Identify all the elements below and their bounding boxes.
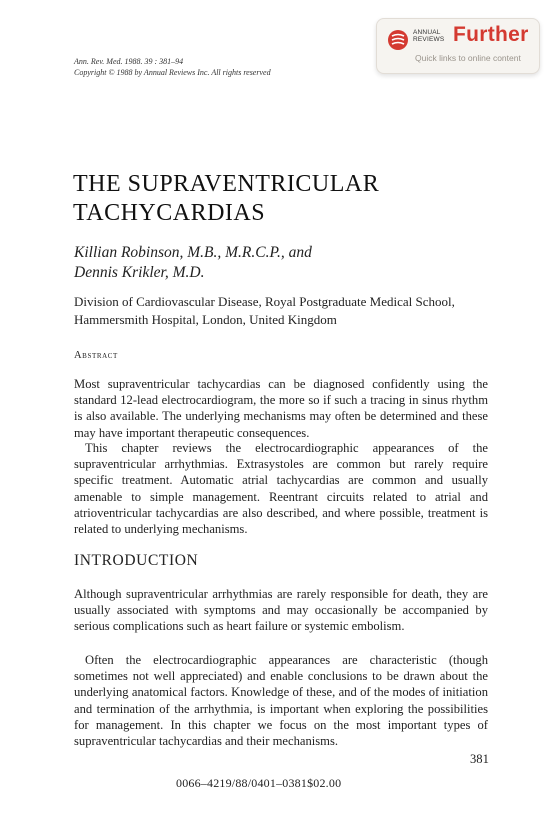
badge-further-label: Further bbox=[453, 23, 529, 46]
page-number: 381 bbox=[470, 752, 489, 766]
introduction-paragraph-1: Although supraventricular arrhythmias are rarely responsible for death, they are usually associated with symptoms and may occasionally be accompanied by serious complications such as heart failure or systemic embolism. bbox=[74, 587, 488, 634]
further-badge[interactable] bbox=[376, 18, 540, 74]
article-title bbox=[73, 170, 493, 228]
badge-reviews-label: REVIEWS bbox=[413, 36, 445, 43]
abstract-paragraph-2: This chapter reviews the electrocardiographic appearances of the supraventricular arrhythmias. Extrasystoles are common but rarely require specific treatment. Automatic atrial tachycardias are common and usually amenable to simple management. Reentrant circuits related to atrial and atrioventricular tachycardias are also described, and where possible, treatment is related to underlying mechanisms. bbox=[74, 441, 488, 537]
title-line-2: TACHYCARDIAS bbox=[73, 200, 266, 226]
title-line-1: THE SUPRAVENTRICULAR bbox=[73, 171, 380, 197]
badge-annual-label: ANNUAL bbox=[413, 29, 441, 36]
authors-line-2: Dennis Krikler, M.D. bbox=[74, 264, 205, 281]
citation-line-2: Copyright © 1988 by Annual Reviews Inc. All rights reserved bbox=[74, 68, 271, 77]
badge-tagline: Quick links to online content bbox=[415, 53, 521, 63]
introduction-paragraph-2: Often the electrocardiographic appearances are characteristic (though sometimes not well appreciated) and enable conclusions to be drawn about the underlying anatomical factors. Knowledge of these, and of the modes of initiation and termination of the arrhythmia, is important when exploring the possibilities for management. In this chapter we focus on the most important types of supraventricular tachycardias and their mechanisms. bbox=[74, 653, 488, 749]
abstract-heading: Abstract bbox=[74, 350, 118, 361]
authors-line-1: Killian Robinson, M.B., M.R.C.P., and bbox=[74, 244, 312, 261]
authors bbox=[74, 243, 312, 283]
abstract-paragraph-1: Most supraventricular tachycardias can be diagnosed confidently using the standard 12-lead electrocardiogram, the more so if such a tracing in sinus rhythm is also available. The underlying mechanisms may often be determined and these may have important therapeutic consequences. bbox=[74, 377, 488, 440]
badge-annual-reviews-text bbox=[413, 29, 444, 43]
journal-citation bbox=[74, 56, 271, 78]
citation-line-1: Ann. Rev. Med. 1988. 39 : 381–94 bbox=[74, 57, 184, 66]
article-code: 0066–4219/88/0401–0381$02.00 bbox=[176, 776, 342, 790]
affiliation: Division of Cardiovascular Disease, Royal Postgraduate Medical School, Hammersmith Hospital, London, United Kingdom bbox=[74, 294, 455, 327]
introduction-heading: INTRODUCTION bbox=[74, 552, 199, 569]
annual-reviews-logo-icon bbox=[387, 29, 409, 51]
